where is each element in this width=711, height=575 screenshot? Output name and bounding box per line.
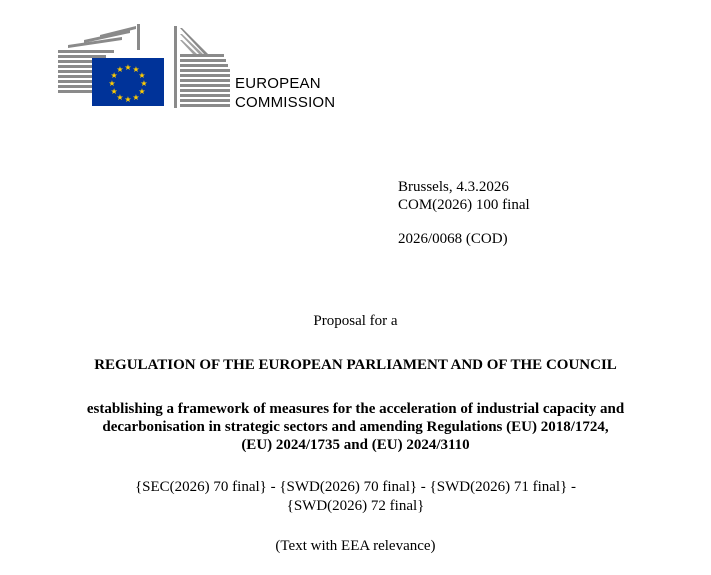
svg-text:★: ★ (124, 95, 132, 104)
svg-text:★: ★ (138, 71, 146, 80)
svg-text:★: ★ (124, 63, 132, 72)
subtitle-line-2: decarbonisation in strategic sectors and amending Regulations (EU) 2018/1724, (102, 419, 609, 435)
svg-text:★: ★ (132, 65, 140, 75)
svg-text:★: ★ (110, 87, 118, 96)
european-commission-logo (58, 24, 230, 110)
svg-text:★: ★ (116, 65, 124, 75)
org-name-line2: COMMISSION (235, 94, 336, 111)
references-line-2: {SWD(2026) 72 final} (286, 498, 425, 514)
svg-text:★: ★ (110, 71, 118, 80)
svg-text:★: ★ (116, 92, 124, 102)
subtitle-line-3: (EU) 2024/1735 and (EU) 2024/3110 (241, 437, 470, 453)
organization-name (235, 74, 335, 112)
logo-stripes-right (174, 26, 230, 108)
procedure-number: 2026/0068 (COD) (398, 231, 508, 247)
svg-text:★: ★ (140, 79, 148, 88)
svg-text:★: ★ (108, 79, 116, 88)
com-number: COM(2026) 100 final (398, 197, 530, 213)
place-date: Brussels, 4.3.2026 (398, 179, 509, 195)
document-references (0, 478, 711, 516)
svg-text:★: ★ (138, 87, 146, 96)
svg-text:★: ★ (132, 92, 140, 102)
regulation-title: REGULATION OF THE EUROPEAN PARLIAMENT AND OF THE COUNCIL (94, 357, 617, 373)
eea-relevance: (Text with EEA relevance) (275, 538, 436, 554)
references-line-1: {SEC(2026) 70 final} - {SWD(2026) 70 final} - {SWD(2026) 71 final} - (134, 479, 577, 495)
proposal-intro: Proposal for a (313, 313, 398, 329)
regulation-subtitle (0, 400, 711, 454)
subtitle-line-1: establishing a framework of measures for the acceleration of industrial capacity and (86, 401, 625, 417)
org-name-line1: EUROPEAN (235, 75, 321, 92)
